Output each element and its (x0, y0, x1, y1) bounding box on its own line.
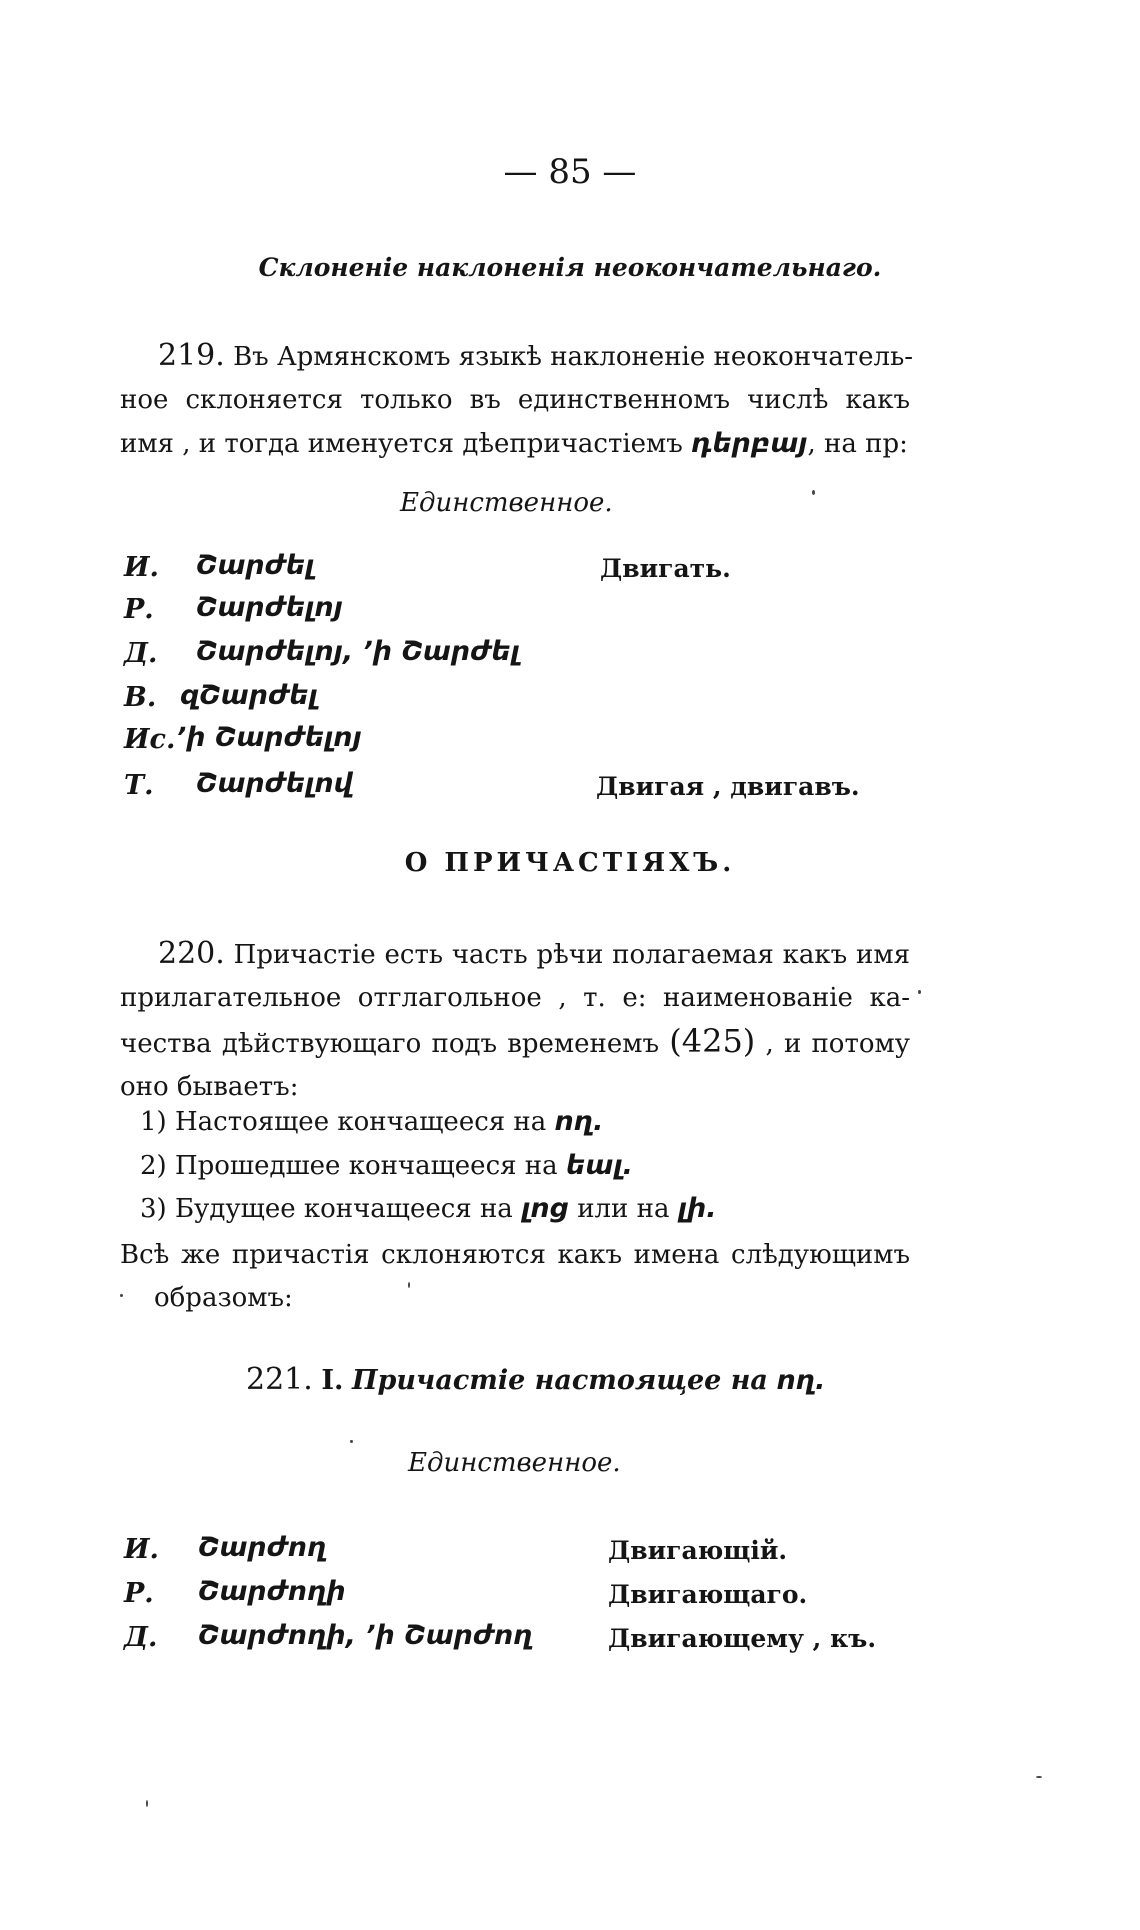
armenian-ending: լի. (677, 1193, 717, 1224)
case-translation: Двигающаго. (608, 1580, 808, 1609)
case-form: Շարժող (198, 1532, 327, 1563)
list-text: Будущее кончащееся на (174, 1194, 513, 1224)
list-item (140, 1193, 717, 1224)
paragraph-line: Всѣ же причастія склоняются какъ имена слѣдующимъ (120, 1240, 910, 1270)
paragraph-line (120, 932, 910, 977)
case-label: Р. (124, 594, 154, 625)
paragraph-text: , на пр: (807, 429, 908, 459)
list-text: Прошедшее кончащееся на (174, 1151, 558, 1181)
scan-speck (146, 1800, 148, 1807)
section-reference: (425) (669, 1022, 756, 1060)
section-title-participles: О ПРИЧАСТІЯХЪ. (404, 848, 736, 878)
number-heading-singular: Единственное. (408, 1448, 621, 1478)
case-label: Р. (124, 1578, 154, 1609)
paragraph-text: чества дѣйствующаго подъ временемъ (120, 1029, 660, 1059)
paragraph-line: образомъ: (154, 1283, 293, 1313)
list-item (140, 1150, 633, 1181)
armenian-ending: ող. (554, 1106, 604, 1137)
case-label: Ис. (124, 724, 176, 755)
case-form: Շարժողի, ՚ի Շարժող (198, 1620, 533, 1651)
paragraph-number: 220. (158, 936, 225, 971)
case-form: Շարժելոյ (196, 592, 343, 623)
paragraph-line (120, 334, 914, 379)
closing-paragraph (120, 1234, 910, 1320)
case-label: И. (124, 552, 159, 583)
list-item (140, 1106, 603, 1137)
paragraph-line: прилагательное отглагольное , т. е: наименованіе ка- (120, 983, 910, 1013)
case-form: Շարժելով (196, 768, 353, 799)
list-number: 3) (140, 1194, 167, 1224)
case-form: զՇարժել (180, 680, 318, 711)
case-label: Т. (124, 770, 154, 801)
case-translation: Двигать. (600, 554, 731, 583)
paragraph-220 (120, 932, 910, 1109)
case-form: ՚ի Շարժելոյ (176, 722, 362, 753)
list-text: или на (577, 1194, 670, 1224)
list-text: Настоящее кончащееся на (174, 1107, 547, 1137)
armenian-ending: եալ. (565, 1150, 633, 1181)
scan-speck (812, 490, 815, 495)
case-translation: Двигая , двигавъ. (596, 772, 860, 801)
paragraph-number: 221. (246, 1362, 313, 1397)
paragraph-text: Причастіе есть часть рѣчи полагаемая какъ имя (233, 940, 911, 970)
scan-speck (120, 1294, 123, 1297)
roman-numeral: I. (321, 1365, 344, 1396)
armenian-ending: լոց (521, 1193, 569, 1224)
number-heading-singular: Единственное. (400, 488, 613, 518)
case-form: Շարժել (196, 550, 315, 581)
paragraph-line: ное склоняется только въ единственномъ числѣ какъ (120, 385, 910, 415)
scan-speck (1036, 1776, 1042, 1778)
list-number: 2) (140, 1151, 167, 1181)
paragraph-219 (120, 334, 914, 466)
scan-speck (350, 1440, 353, 1443)
paragraph-line (120, 422, 910, 466)
section-heading-present-participle (246, 1362, 825, 1397)
scan-speck (408, 1282, 410, 1288)
paragraph-text: Въ Армянскомъ языкѣ наклоненіе неокончатель- (233, 342, 914, 372)
armenian-term: դերբայ (691, 428, 808, 459)
page-number: — 85 — (503, 152, 637, 192)
scan-speck (918, 990, 921, 994)
case-label: И. (124, 1534, 159, 1565)
case-translation: Двигающему , къ. (608, 1624, 877, 1653)
case-label: В. (124, 682, 157, 713)
case-translation: Двигающій. (608, 1536, 788, 1565)
paragraph-text: , и потому (765, 1029, 911, 1059)
paragraph-line: оно бываетъ: (120, 1072, 299, 1102)
paragraph-text: имя , и тогда именуется дѣепричастіемъ (120, 429, 683, 459)
paragraph-number: 219. (158, 338, 225, 373)
case-form: Շարժողի (198, 1576, 346, 1607)
section-heading-declension: Склоненіе наклоненія неокончательнаго. (258, 253, 882, 282)
list-number: 1) (140, 1107, 167, 1137)
armenian-ending: ող. (776, 1365, 826, 1396)
case-label: Д. (124, 638, 158, 669)
case-form: Շարժելոյ, ՚ի Շարժել (196, 636, 520, 667)
paragraph-line (120, 1020, 910, 1066)
case-label: Д. (124, 1622, 158, 1653)
heading-text: Причастіе настоящее на (352, 1365, 768, 1396)
